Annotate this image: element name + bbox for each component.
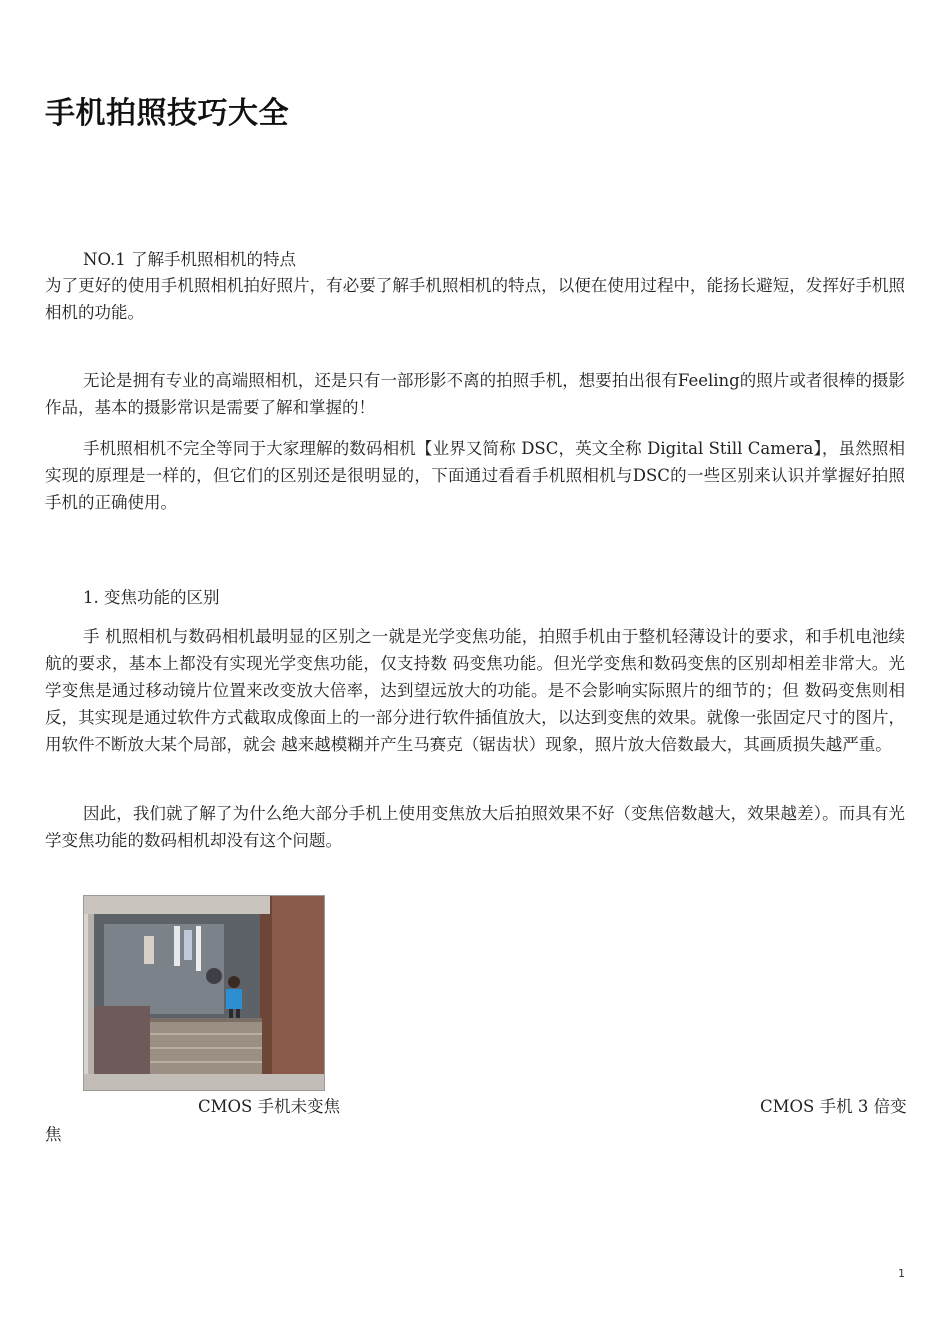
photo-unzoomed — [83, 895, 325, 1091]
intro-paragraph: 为了更好的使用手机照相机拍好照片，有必要了解手机照相机的特点，以便在使用过程中，能扬长避短，发挥好手机照相机的功能。 — [45, 276, 905, 322]
section-heading: NO.1 了解手机照相机的特点 — [83, 250, 296, 269]
paragraph-3: 手机照相机不完全等同于大家理解的数码相机【业界又简称 DSC，英文全称 Digital Still Camera】，虽然照相实现的原理是一样的，但它们的区别还是很明显的，下面通过看看手机照相机与DSC的一些区别来认识并掌握好拍照手机的正确使用。 — [45, 439, 905, 512]
paragraph-4: 手 机照相机与数码相机最明显的区别之一就是光学变焦功能，拍照手机由于整机轻薄设计的要求，和手机电池续航的要求，基本上都没有实现光学变焦功能，仅支持数 码变焦功能。但光学变焦和数码变焦的区别却相差非常大。光学变焦是通过移动镜片位置来改变放大倍率，达到望远放大的功能。是不会影响实际照片的细节的；但 数码变焦则相反，其实现是通过软件方式截取成像面上的一部分进行软件插值放大，以达到变焦的效果。就像一张固定尺寸的图片，用软件不断放大某个局部，就会 越来越模糊并产生马赛克（锯齿状）现象，照片放大倍数最大，其画质损失越严重。 — [45, 627, 905, 754]
page-number: 1 — [898, 1267, 905, 1280]
caption-zoomed-part-2: 焦 — [45, 1125, 62, 1144]
caption-unzoomed: CMOS 手机未变焦 — [198, 1097, 341, 1116]
caption-zoomed-part-1: CMOS 手机 3 倍变 — [760, 1097, 907, 1116]
document-title: 手机拍照技巧大全 — [45, 96, 289, 131]
paragraph-2: 无论是拥有专业的高端照相机，还是只有一部形影不离的拍照手机，想要拍出很有Feeling的照片或者很棒的摄影作品，基本的摄影常识是需要了解和掌握的！ — [45, 371, 905, 417]
photo-balcony-illustration — [84, 896, 324, 1090]
paragraph-5: 因此，我们就了解了为什么绝大部分手机上使用变焦放大后拍照效果不好（变焦倍数越大，效果越差）。而具有光学变焦功能的数码相机却没有这个问题。 — [45, 804, 905, 850]
list-heading-zoom: 1. 变焦功能的区别 — [83, 588, 220, 607]
